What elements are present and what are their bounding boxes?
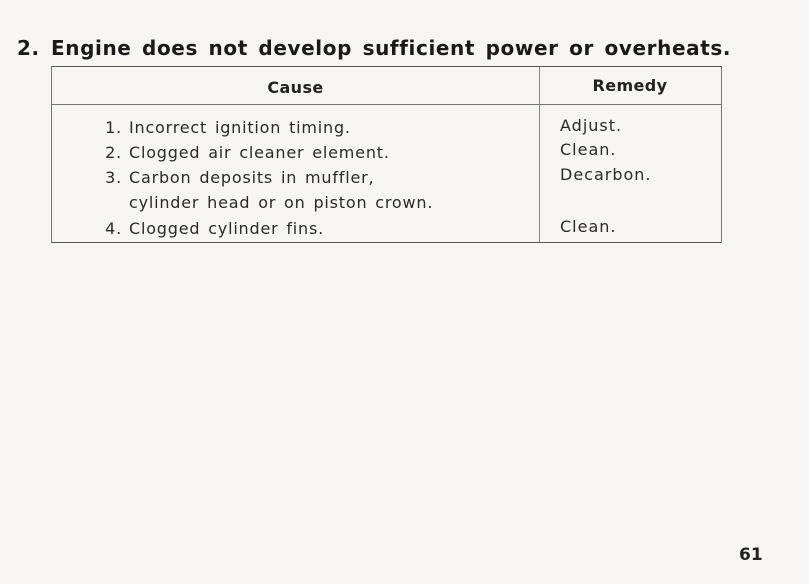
cause-text: Carbon deposits in muffler,	[129, 168, 375, 187]
cause-number: 4.	[105, 219, 122, 238]
header-rule	[52, 104, 721, 105]
troubleshooting-table	[51, 66, 722, 243]
section-title: Engine does not develop sufficient power or overheats.	[51, 36, 732, 60]
cause-text: Clogged cylinder fins.	[129, 219, 325, 238]
cause-number: 3.	[105, 168, 122, 187]
cause-text: cylinder head or on piston crown.	[129, 193, 434, 212]
cause-number: 2.	[105, 143, 122, 162]
remedy-cell: Clean.	[560, 140, 617, 159]
remedy-cell: Decarbon.	[560, 165, 652, 184]
remedy-header: Remedy	[592, 76, 668, 95]
cause-header: Cause	[267, 78, 324, 97]
remedy-cell: Clean.	[560, 217, 617, 236]
remedy-cell: Adjust.	[560, 116, 623, 135]
cause-text: Clogged air cleaner element.	[129, 143, 390, 162]
page-number: 61	[739, 545, 763, 565]
section-heading	[17, 36, 731, 60]
cause-text: Incorrect ignition timing.	[129, 118, 351, 137]
section-number: 2.	[17, 36, 40, 60]
cause-number: 1.	[105, 118, 122, 137]
